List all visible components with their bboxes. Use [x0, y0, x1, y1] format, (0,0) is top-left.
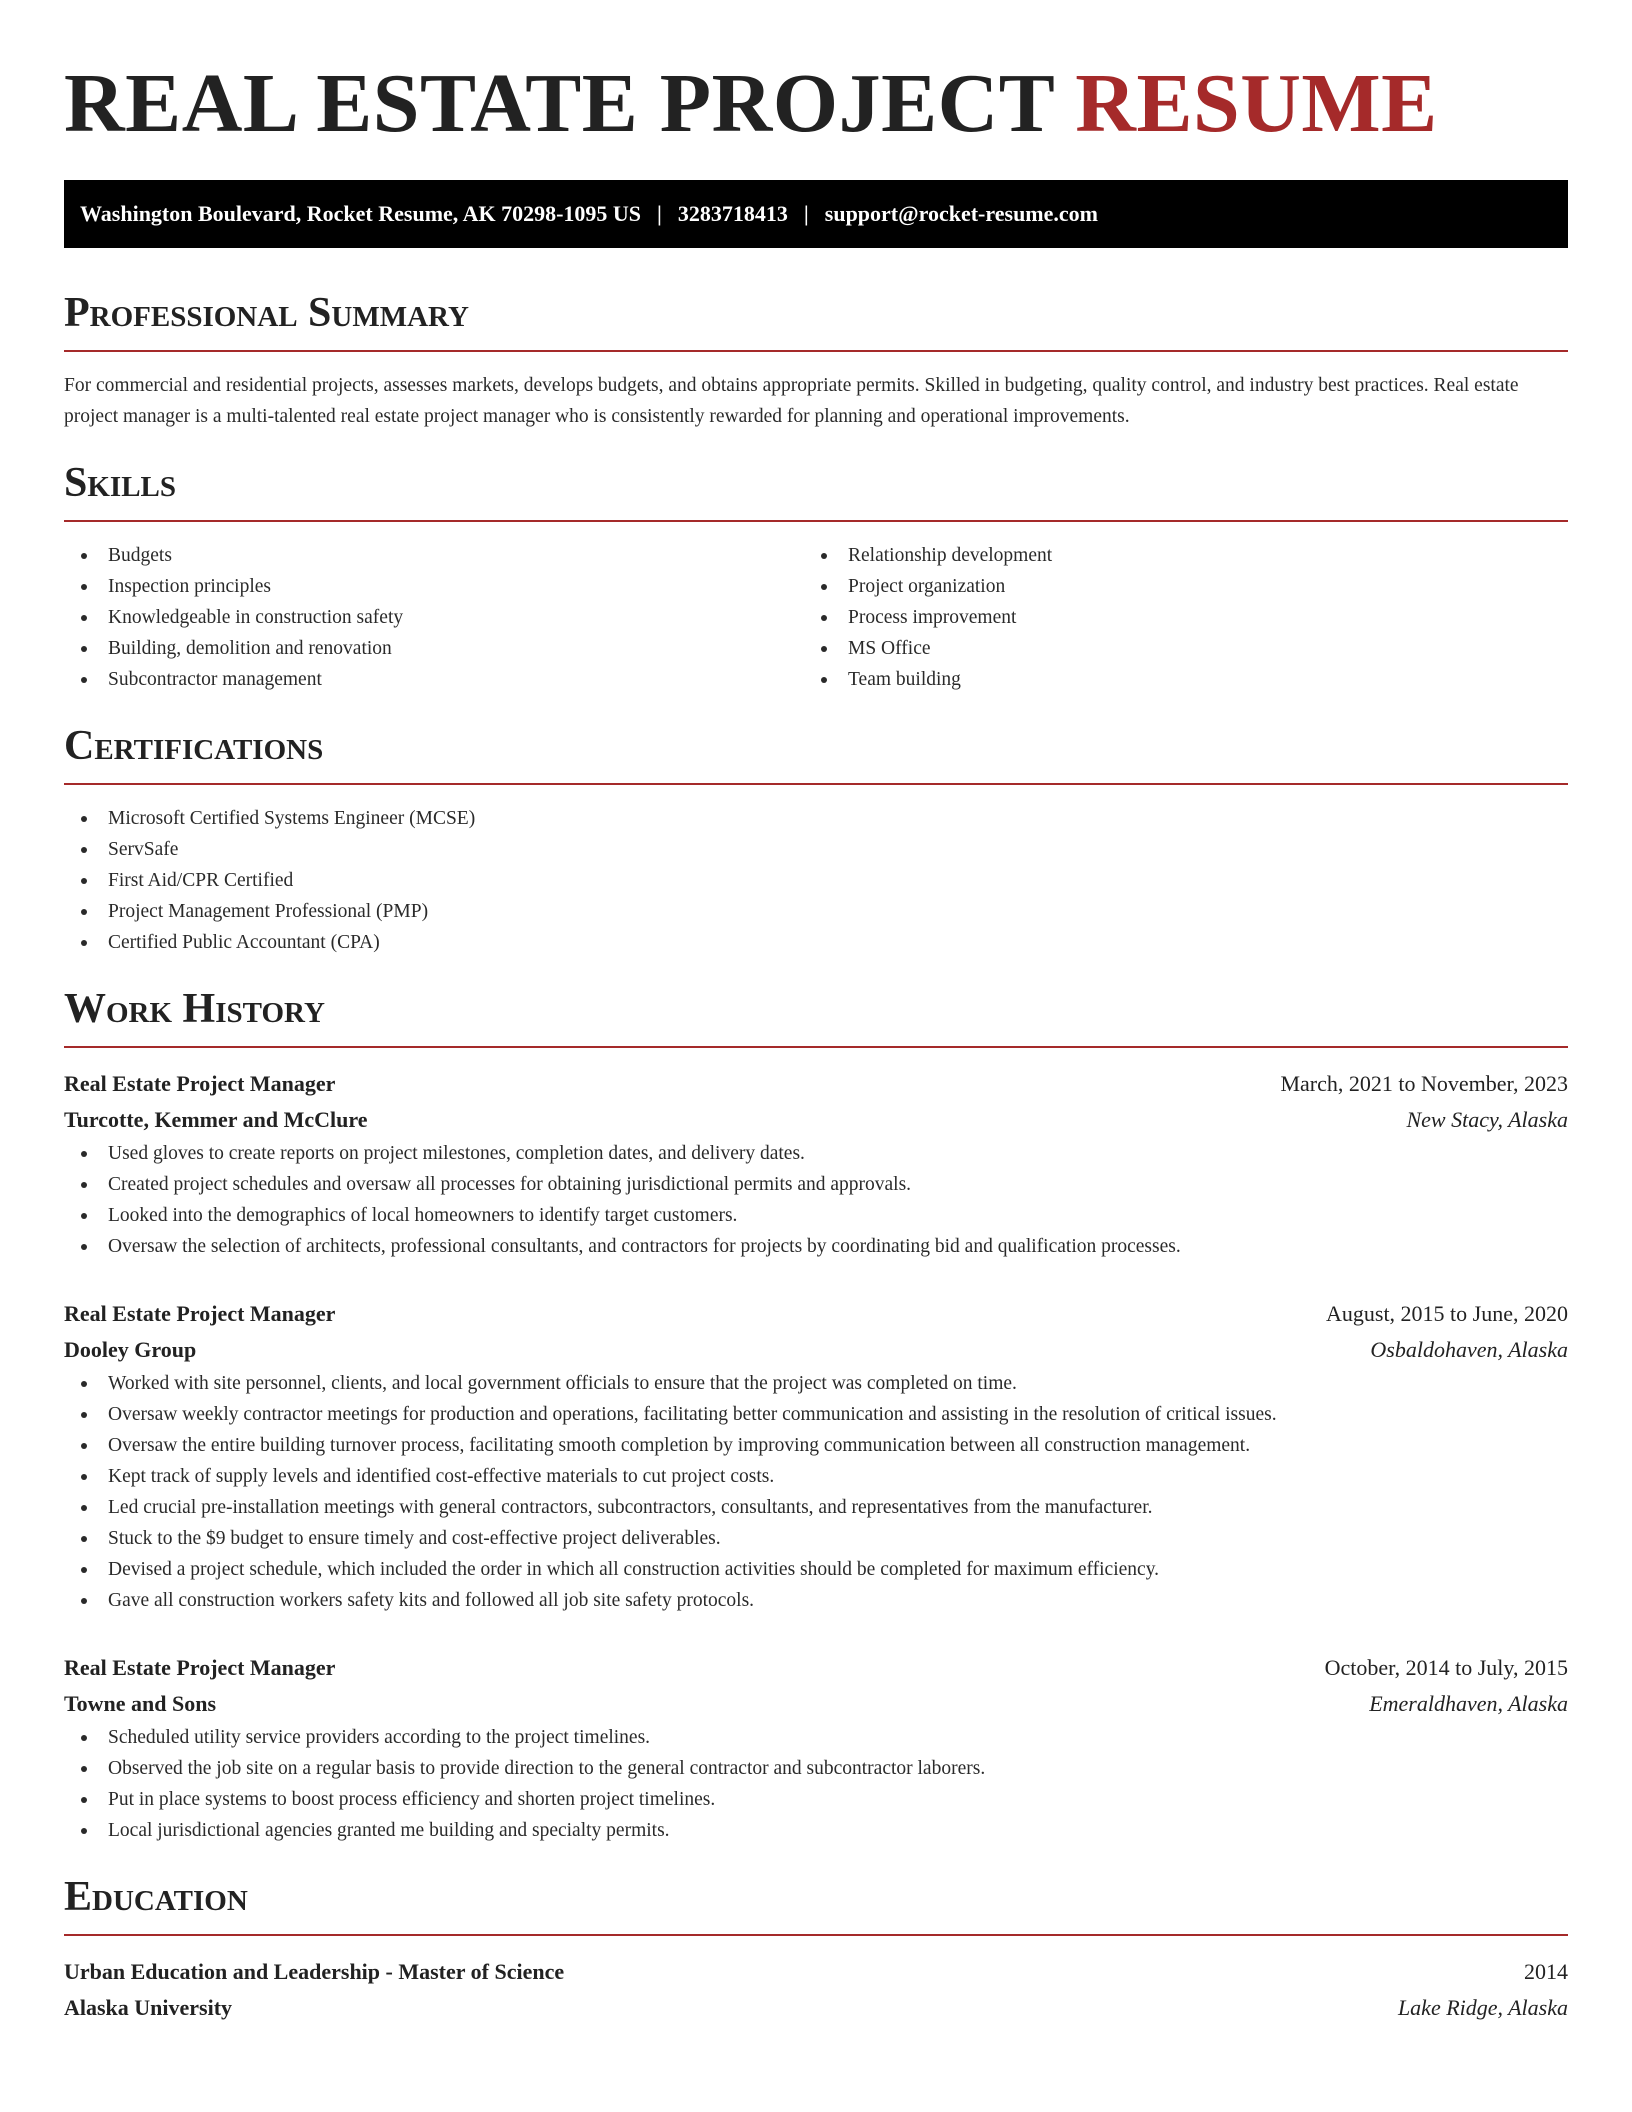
education-school: Alaska University: [64, 1995, 233, 2020]
list-item: Certified Public Accountant (CPA): [64, 927, 1568, 958]
summary-text: For commercial and residential projects, assesses markets, develops budgets, and obtains appropriate permits. Skilled in budgeting, quality control, and industry best practices. Real estate project manager is a multi-talented real estate project manager who is consistently rewarded for planning and operational improvements.: [64, 375, 1519, 427]
education-location: Lake Ridge, Alaska: [1397, 1995, 1568, 2020]
list-item: Created project schedules and oversaw all processes for obtaining jurisdictional permits and approvals.: [64, 1169, 1568, 1200]
skills-section: [64, 458, 1568, 695]
list-item: Looked into the demographics of local homeowners to identify target customers.: [64, 1200, 1568, 1231]
skills-list-left: [64, 540, 804, 695]
job-company: Turcotte, Kemmer and McClure: [64, 1107, 368, 1132]
list-item: Local jurisdictional agencies granted me building and specialty permits.: [64, 1815, 1568, 1846]
list-item: Put in place systems to boost process efficiency and shorten project timelines.: [64, 1784, 1568, 1815]
education-degree: Urban Education and Leadership - Master of Science: [64, 1959, 565, 1984]
work-heading: Work History: [64, 986, 325, 1032]
summary-section: [64, 288, 1568, 432]
list-item: Team building: [804, 664, 1544, 695]
job-entry: [64, 1296, 1568, 1616]
skills-grid: [64, 540, 1568, 695]
contact-separator: |: [803, 201, 809, 226]
skills-list-right: [804, 540, 1544, 695]
job-bullets: [64, 1138, 1568, 1262]
summary-heading: Professional Summary: [64, 290, 469, 336]
list-item: Subcontractor management: [64, 664, 804, 695]
list-item: Knowledgeable in construction safety: [64, 602, 804, 633]
list-item: First Aid/CPR Certified: [64, 865, 1568, 896]
list-item: Observed the job site on a regular basis to provide direction to the general contractor and subcontractor laborers.: [64, 1753, 1568, 1784]
job-entry: [64, 1650, 1568, 1846]
resume-title: [64, 58, 1568, 150]
section-divider: [64, 1934, 1568, 1936]
job-subheader: [64, 1102, 1568, 1138]
list-item: Oversaw the entire building turnover process, facilitating smooth completion by improving communication between all construction management.: [64, 1430, 1568, 1461]
contact-email: support@rocket-resume.com: [824, 201, 1098, 226]
list-item: Relationship development: [804, 540, 1544, 571]
job-role: Real Estate Project Manager: [64, 1655, 336, 1680]
title-main: REAL ESTATE PROJECT: [64, 57, 1054, 150]
job-subheader: [64, 1686, 1568, 1722]
list-item: Building, demolition and renovation: [64, 633, 804, 664]
job-entry: [64, 1066, 1568, 1262]
education-year: 2014: [1524, 1959, 1568, 1984]
job-dates: October, 2014 to July, 2015: [1324, 1655, 1568, 1680]
list-item: Oversaw the selection of architects, professional consultants, and contractors for projects by coordinating bid and qualification processes.: [64, 1231, 1568, 1262]
list-item: Gave all construction workers safety kits and followed all job site safety protocols.: [64, 1585, 1568, 1616]
job-location: New Stacy, Alaska: [1406, 1107, 1568, 1132]
job-location: Emeraldhaven, Alaska: [1369, 1691, 1568, 1716]
list-item: Budgets: [64, 540, 804, 571]
job-company: Dooley Group: [64, 1337, 197, 1362]
job-subheader: [64, 1332, 1568, 1368]
list-item: Scheduled utility service providers according to the project timelines.: [64, 1722, 1568, 1753]
job-header: [64, 1650, 1568, 1686]
job-bullets: [64, 1368, 1568, 1616]
job-bullets: [64, 1722, 1568, 1846]
education-header: [64, 1954, 1568, 1990]
job-role: Real Estate Project Manager: [64, 1301, 336, 1326]
work-section: [64, 984, 1568, 1846]
list-item: Kept track of supply levels and identified cost-effective materials to cut project costs.: [64, 1461, 1568, 1492]
job-location: Osbaldohaven, Alaska: [1370, 1337, 1568, 1362]
job-header: [64, 1296, 1568, 1332]
list-item: Microsoft Certified Systems Engineer (MCSE): [64, 803, 1568, 834]
certifications-list: [64, 803, 1568, 958]
job-dates: August, 2015 to June, 2020: [1326, 1301, 1568, 1326]
certifications-heading: Certifications: [64, 723, 324, 769]
section-divider: [64, 1046, 1568, 1048]
certifications-section: [64, 721, 1568, 958]
list-item: Project Management Professional (PMP): [64, 896, 1568, 927]
list-item: Project organization: [804, 571, 1544, 602]
job-dates: March, 2021 to November, 2023: [1280, 1071, 1568, 1096]
education-subheader: [64, 1990, 1568, 2026]
list-item: MS Office: [804, 633, 1544, 664]
contact-address: Washington Boulevard, Rocket Resume, AK 70298-1095 US: [80, 201, 642, 226]
contact-bar: [64, 180, 1568, 248]
contact-separator: |: [657, 201, 662, 226]
education-heading: Education: [64, 1874, 248, 1920]
skills-column-left: [64, 540, 804, 695]
contact-phone: 3283718413: [677, 201, 788, 226]
list-item: Led crucial pre-installation meetings with general contractors, subcontractors, consultants, and representatives from the manufacturer.: [64, 1492, 1568, 1523]
list-item: Worked with site personnel, clients, and local government officials to ensure that the project was completed on time.: [64, 1368, 1568, 1399]
list-item: ServSafe: [64, 834, 1568, 865]
section-divider: [64, 520, 1568, 522]
list-item: Inspection principles: [64, 571, 804, 602]
list-item: Used gloves to create reports on project milestones, completion dates, and delivery dates.: [64, 1138, 1568, 1169]
list-item: Devised a project schedule, which included the order in which all construction activities should be completed for maximum efficiency.: [64, 1554, 1568, 1585]
skills-heading: Skills: [64, 460, 177, 506]
job-company: Towne and Sons: [64, 1691, 217, 1716]
job-role: Real Estate Project Manager: [64, 1071, 336, 1096]
job-header: [64, 1066, 1568, 1102]
list-item: Process improvement: [804, 602, 1544, 633]
education-entry: [64, 1954, 1568, 2026]
list-item: Oversaw weekly contractor meetings for production and operations, facilitating better communication and assisting in the resolution of critical issues.: [64, 1399, 1568, 1430]
skills-column-right: [804, 540, 1544, 695]
title-accent: RESUME: [1075, 57, 1438, 150]
section-divider: [64, 350, 1568, 352]
list-item: Stuck to the $9 budget to ensure timely and cost-effective project deliverables.: [64, 1523, 1568, 1554]
education-section: [64, 1872, 1568, 2026]
section-divider: [64, 783, 1568, 785]
